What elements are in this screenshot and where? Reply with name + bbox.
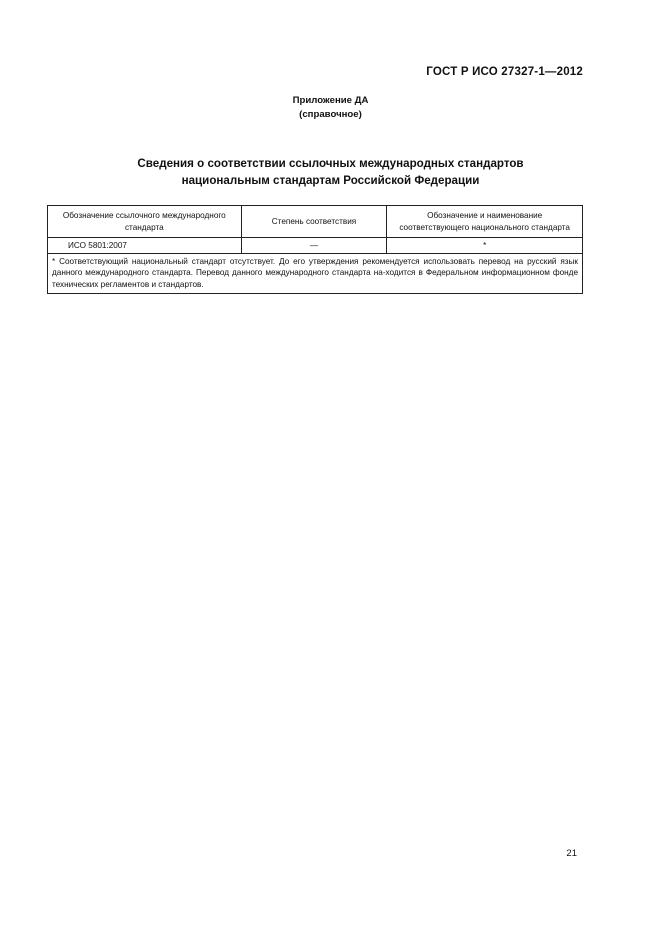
section-title <box>0 155 661 189</box>
table-footnote-row <box>48 254 583 294</box>
page-number: 21 <box>566 848 577 859</box>
section-title-line2: национальным стандартам Российской Федерации <box>181 174 480 187</box>
table-footnote: * Соответствующий национальный стандарт отсутствует. До его утверждения рекомендуется использовать перевод на русский язык данного международного стандарта. Перевод данного международного стандарта на-ходится в Федеральном информационном фонде технических регламентов и стандартов. <box>48 254 583 294</box>
cell-degree: — <box>241 238 387 254</box>
section-title-line1: Сведения о соответствии ссылочных международных стандартов <box>137 157 524 170</box>
table-row <box>48 238 583 254</box>
appendix-subtitle: (справочное) <box>299 109 362 120</box>
header-national-standard: Обозначение и наименование соответствующего национального стандарта <box>387 206 583 238</box>
document-code: ГОСТ Р ИСО 27327-1—2012 <box>426 66 583 78</box>
cell-national-standard: * <box>387 238 583 254</box>
appendix-title: Приложение ДА <box>292 95 369 106</box>
cell-designation: ИСО 5801:2007 <box>48 238 242 254</box>
header-designation: Обозначение ссылочного международного стандарта <box>48 206 242 238</box>
table-header-row <box>48 206 583 238</box>
header-degree: Степень соответствия <box>241 206 387 238</box>
correspondence-table <box>47 205 583 294</box>
appendix-heading <box>0 94 661 122</box>
